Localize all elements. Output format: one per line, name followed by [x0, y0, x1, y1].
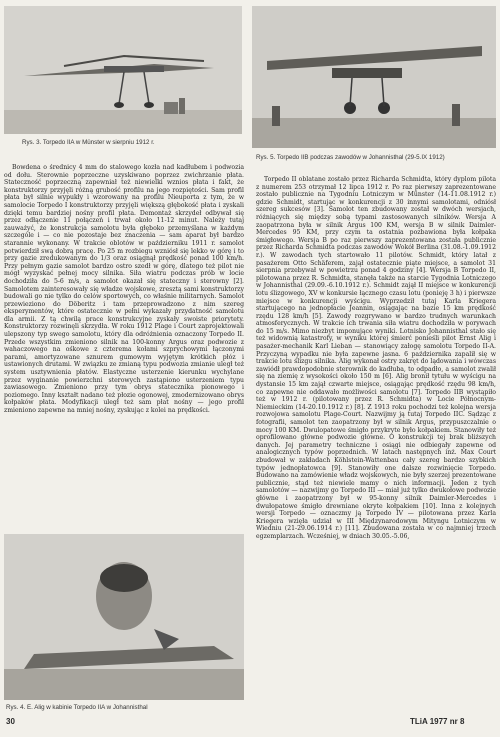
aircraft-illustration	[4, 6, 242, 134]
photo-alig-cockpit	[4, 534, 244, 700]
figure-caption-5: Rys. 5. Torpedo IIB podczas zawodów w Johannisthal (29-5.IX 1912)	[256, 154, 445, 161]
page-number: 30	[6, 717, 15, 726]
body-paragraph: Torpedo II oblatane zostało przez Richarda Schmidta, który dyplom pilota z numerem 253 otrzymał 12 lipca 1912 r. Po raz pierwszy zaprezentowane zostało publicznie na Tygodniu Lotniczym w Münster (14-11.08.1912 r.) gdzie Schmidt, startując w konkurencji z 30 innymi samolotami, odniósł szereg sukcesów [3]. Samolot ten zbudowany został w dwóch wersjach, różniących się między sobą typami zastosowanych silników. Wersja A zaopatrzona była w silnik Argus 100 KM, wersja B w silnik Daimler-Mercedes 95 KM, przy czym ta ostatnia pozbawiona była kołpaka śmigłowego. Wersja B po raz pierwszy zaprezentowana została publicznie przez Richarda Schmidta podczas zawodów Wokół Berlina (31.08.-1.09.1912 r.). W zawodach tych startowało 11 pilotów. Schmidt, który latał z pasażerem Otto Schäferem, zajął ostatecznie piąte miejsce, a samolot 31 sierpnia przebywał w powietrzu ponad 4 godziny [4]. Wersja B Torpedo II, pilotowana przez R. Schmidta, stanęła także na starcie Tygodnia Lotniczego w Johannisthal (29.09.-6.10.1912 r.). Schmidt zajął II miejsce w konkurencji lotu ślizgowego, XV w konkursie łącznego czasu lotu (ponieję 3 h) i pierwsze miejsce w konkurencji wyścigu. Wyprzedził tutaj Karla Kriegera startującego na jednopłacie Jeannin, osiągając na bazie 15 km prędkość rzędu 128 km/h [5]. Zawody rozgrywano w bardzo trudnych warunkach atmosferycznych. W trakcie ich trwania siła wiatru dochodziła w porywach do 15 m/s. Mimo niezbyt imponujące wyniki. Lotnisko Johannisthal stało się też widownią katastrofy, w wyniku której śmierć ponieśli pilot Ernst Alig i pasażer-mechanik Karl Lieban — stanowiący załogę samolotu Torpedo II-A. Przyczyną wypadku nie była zapewne jasna. 6 października zapalił się w trakcie lotu ślizgu silnika. Alig wykonał ostry zakręt do lądowania i wówczas zawiódł prawdopodobnie sterownik do kadłuba, to odpadło, a samolot zwalił się na ziemię z wysokości około 150 m [6]. Alig bronił tytułu w wyścigu na dystansie 15 km zajął czwarte miejsce, osiągając prędkość rzędu 98 km/h, co zapewne nie oddawało możliwości samolotu [7]. Torpedo IIB wystąpiło też w 1912 r. (pilotowany przez R. Schmidta) w Locie Północnym-Niemieckim (14-20.10.1912 r.) [8]. Z 1913 roku pochodzi też kolejna wersja rozwojowa samolotu Plage-Court. Nazwijmy ją tutaj Torpedo IIC. Sądząc z fotografii, samolot ten zaopatrzony był w silnik Argus, przypuszczalnie o mocy 100 KM. Dwulopatowe śmigło przykryte było kołpakiem. Stanowiły też oprofilowano główne podwozie główne. O konstrukcji tej brak bliższych danych. Jej parametry techniczne i osiągi nie odbiegały zapewne od analogicznych typów poprzednich. W latach następnych inż. Max Court zbudował w zakładach Köhlstein-Wattenbau cały szereg bardzo szybkich typów jednopłatowca [9]. Stanowiły one dalsze rozwinięcie Torpedo. Budowano na zamówienie władz wojskowych, nie były szerzej prezentowane publicznie, stąd też niewiele mamy o nich informacji. Jeden z tych samolotów — nazwijmy go Torpedo III — miał już tylko dwukołowe podwozie główne i zaopatrzony był w 95-konny silnik Daimler-Mercedes i dwułopatowe śmigło drewniane okryte kołpakiem [10]. Inna z kolejnych wersji Torpedo — oznaczmy ją Torpedo IV — pilotowana przez Karla Kriegera wzięła udział w III Międzynarodowym Mityngu Lotniczym w Wiedniu (21-29.06.1914 r.) [11]. Zbudowana została w co najmniej trzech egzemplarzach. Wcześniej, w dniach 30.05.-5.06,	[256, 176, 496, 540]
pilot-illustration	[4, 534, 244, 700]
figure-caption-4: Rys. 4. E. Alig w kabinie Torpedo IIA w Johannisthal	[6, 704, 148, 711]
left-column-text	[4, 164, 244, 526]
figure-caption-3: Rys. 3. Torpedo IIA w Münster w sierpniu 1912 r.	[22, 139, 155, 146]
photo-torpedo-iib-johannisthal	[252, 6, 496, 148]
photo-torpedo-iia-munster	[4, 6, 242, 134]
right-column-text	[256, 176, 496, 710]
body-paragraph: Bowdena o średnicy 4 mm do stalowego kozła nad kadłubem i podwozia od dołu. Sterownie poprzeczne uzyskiwano poprzez zwichrzanie płata. Stateczność poprzeczną zapewniał też niewielki wznios płata i fakt, że konstruktorzy przyjęli różną grubość profilu na jego rozpiętości. Sam profil płata był silnie wypukły i wzorowany na profilu Nieuporta z tym, że w samolocie Torpedo I konstruktorzy przyjęli większą głębokość płata i zyskali dzięki temu bardziej nośny profil płata. Demontaż skrzydeł odbywał się przez odłączenie 11 połączeń i trwał około 11-12 minut. Należy tutaj zauważyć, że konstrukcja samolotu była głęboko przemyślana w każdym szczególe i — co nie pozostaje bez znaczenia — sam aparat był bardzo starannie wykonany. W trakcie oblotów w październiku 1911 r. samolot potwierdził swą dobrą pracę. Po 25 m rozbiegu wzniósł się lekko w górę i to przy gazie zredukowanym do 1/3 oraz osiągnął prędkość ponad 100 km/h. Przy pełnym gazie samolot bardzo ostro szedł w górę, dlatego też pilot nie mógł wyzyskać pełnej mocy silnika. Siła wiatru podczas prób w locie dochodziła do 5-6 m/s, a samolot okazał się stateczny i sterowny [2]. Samolotem zainteresowały się władze wojskowe, zresztą sami konstruktorzy budowali go nie tylko do celów sportowych, co właśnie militarnych. Samolot przewieziono do Döberitz i tam przeprowadzono z nim szereg eksperymentów, które ostatecznie w pełni wykazały przydatność samolotu dla armii. Z tą chwilą prace konstrukcyjne zyskały swoiste priorytety. Konstruktorzy rozwinęli skrzydła. W roku 1912 Plage i Court zaprojektowali ulepszony typ swego samolotu, który dla odróżnienia oznaczony Torpedo II. Przede wszystkim zmieniono silnik na 100-konny Argus oraz podwozie z wahaczowego na ośkowe z czterema kołami szprychowymi łączonymi parami, amortyzowane sznurem gumowym wyjętym krótkich płóz i ustawionych drutami. W związku ze zmianą typu podwozia zmianie uległ też system usztywnienia płatów. Elastyczne usterzenie kierunku wychylane przez wyginanie powierzchni sterowych zastąpiono usterzeniem typu zawiasowego. Zmieniono przy tym obrys statecznika pionowego i poziomego. Inny kształt nadano też płozie ogonowej, zmodernizowano obrys kołpaków płata. Modyfikacji uległ też sam płat nośny — jego profil zmieniono zapewne na mniej nośny, zyskując z kolei na prędkości.	[4, 164, 244, 414]
journal-footer: TLiA 1977 nr 8	[410, 717, 465, 726]
aircraft-illustration	[252, 6, 496, 148]
